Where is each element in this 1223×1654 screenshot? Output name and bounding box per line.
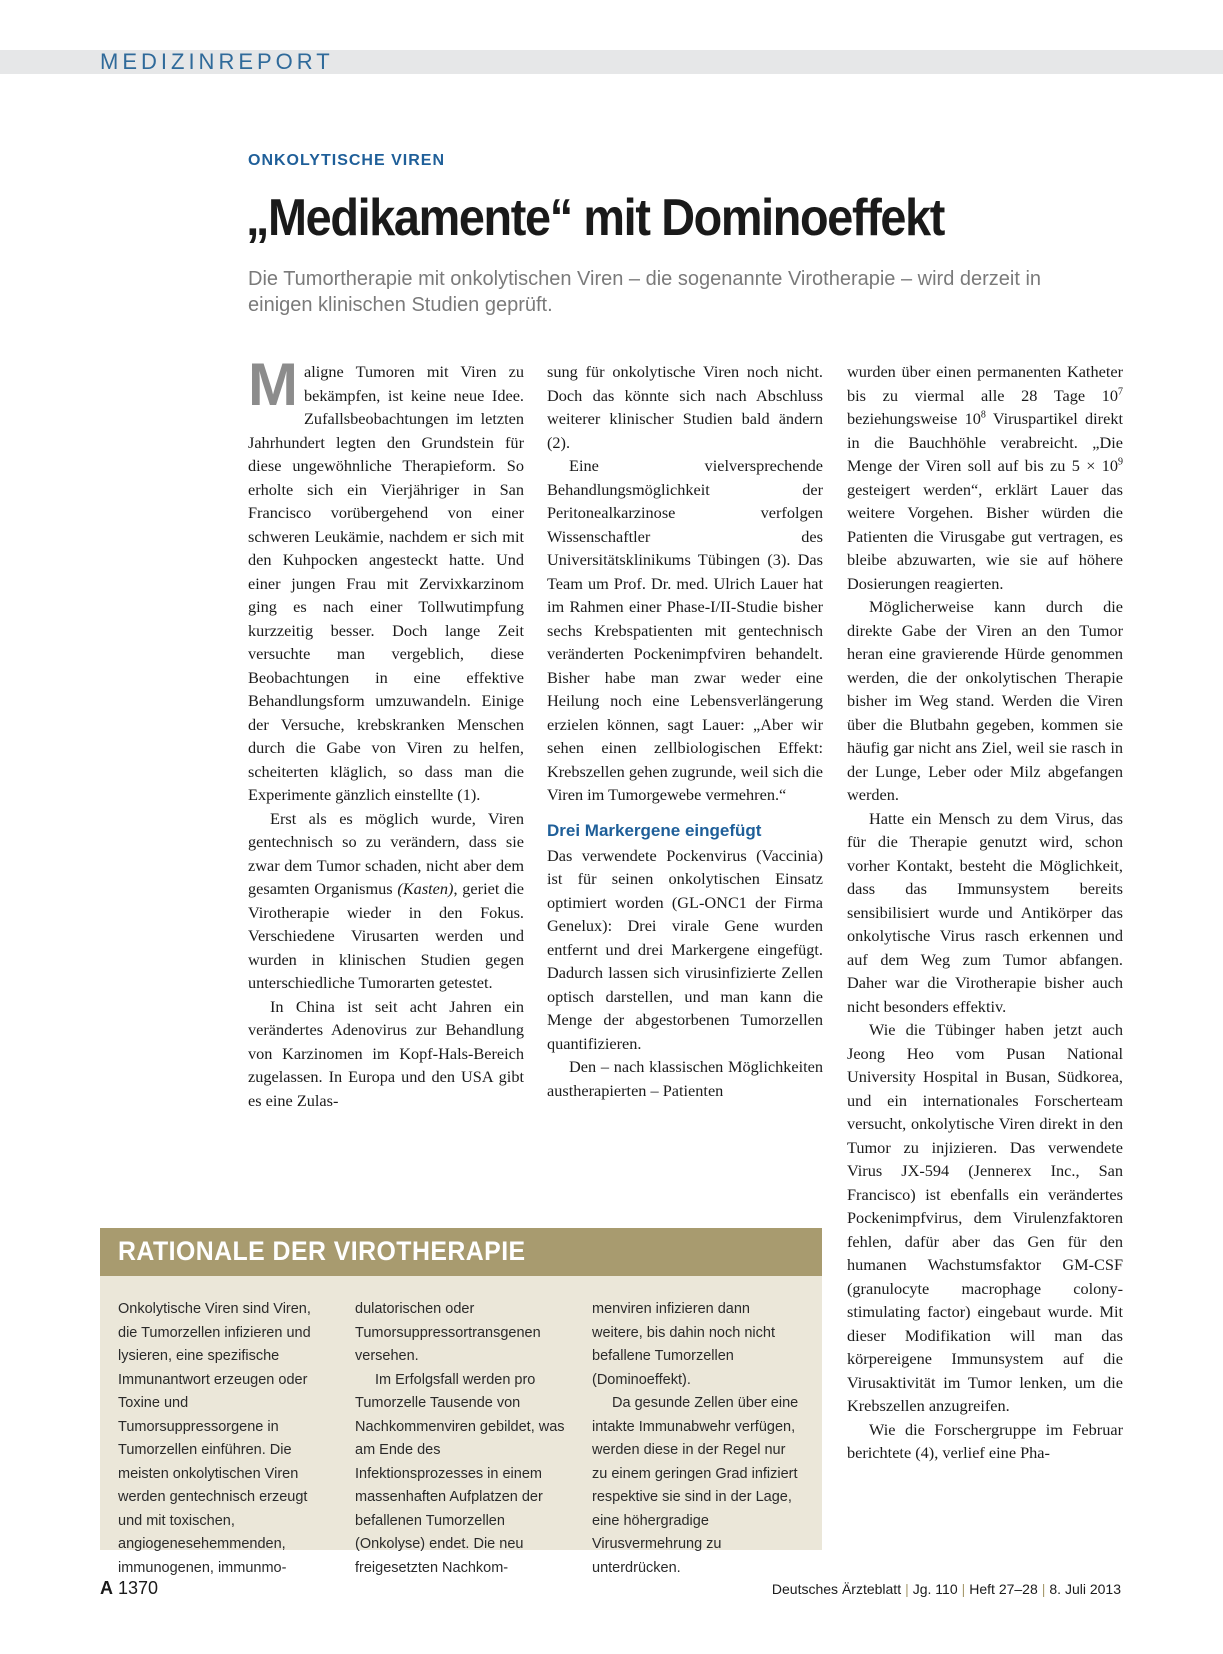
paragraph: Erst als es möglich wurde, Viren gentechnisch so zu verändern, dass sie zwar dem Tumor schaden, nicht aber dem gesamten Organismus (Kasten), geriet die Virotherapie wieder in den Fokus. Verschiedene Virusarten werden und wurden in klinischen Studien gegen unterschiedliche Tumorarten getestet. — [248, 808, 524, 992]
section-label: MEDIZINREPORT — [100, 49, 334, 74]
journal-name: Deutsches Ärzteblatt — [771, 1581, 902, 1597]
journal-volume: Jg. 110 — [912, 1581, 958, 1597]
info-box-title: RATIONALE DER VIROTHERAPIE — [118, 1236, 526, 1266]
article-lead: Die Tumortherapie mit onkolytischen Viren – die sogenannte Virotherapie – wird derzeit in einigen klinischen Studien geprüft. — [248, 268, 1042, 316]
section-header-bar — [0, 50, 1223, 74]
article-subheading: Drei Markergene eingefügt — [547, 820, 762, 840]
drop-cap: M — [248, 351, 298, 418]
info-box-column-3 — [592, 1298, 802, 1580]
journal-info — [772, 1581, 1121, 1597]
paragraph: Den – nach klassischen Möglichkeiten austherapierten – Patienten — [547, 1057, 823, 1100]
paragraph: In China ist seit acht Jahren ein verändertes Adenovirus zur Behandlung von Karzinomen im Kopf-Hals-Bereich zugelassen. In Europa und den USA gibt es eine Zulas- — [248, 996, 524, 1110]
article-headline: „Medikamente“ mit Dominoeffekt — [246, 189, 945, 247]
kasten-reference: (Kasten) — [397, 879, 454, 898]
paragraph: Onkolytische Viren sind Viren, die Tumorzellen infizieren und lysieren, eine spezifische Immunantwort erzeugen oder Toxine und Tumorsuppressorgene in Tumorzellen einführen. Die meisten onkolytischen Viren werden gentechnisch erzeugt und mit toxischen, angiogenesehemmenden, immunogenen, immunmo- — [118, 1301, 311, 1576]
info-box-header — [100, 1228, 822, 1276]
paragraph: Eine vielversprechende Behandlungsmöglichkeit der Peritonealkarzinose verfolgen Wissenschaftler des Universitätsklinikums Tübingen (3). Das Team um Prof. Dr. med. Ulrich Lauer hat im Rahmen einer Phase-I/II-Studie bisher sechs Krebspatienten mit gentechnisch veränderten Pockenimpfviren behandelt. Bisher habe man zwar weder eine Heilung noch eine Lebensverlängerung erzielen können, sagt Lauer: „Aber wir sehen einen zellbiologischen Effekt: Krebszellen gehen zugrunde, weil sich die Viren im Tumorgewebe vermehren.“ — [547, 456, 823, 804]
separator: | — [961, 1581, 966, 1597]
paragraph: dulatorischen oder Tumorsuppressortransgenen versehen. — [355, 1301, 541, 1364]
paragraph: Hatte ein Mensch zu dem Virus, das für die Therapie genutzt wird, schon vorher Kontakt, besteht die Möglichkeit, dass das Immunsystem bereits sensibilisiert wurde und Antikörper das onkolytische Virus rasch erkennen und auf dem Weg zum Tumor abfangen. Daher war die Virotherapie bisher auch nicht besonders effektiv. — [847, 808, 1123, 1016]
paragraph: Das verwendete Pockenvirus (Vaccinia) ist für seinen onkolytischen Einsatz optimiert worden (GL-ONC1 der Firma Genelux): Drei virale Gene wurden entfernt und drei Markergene eingefügt. Dadurch lassen sich virusinfizierte Zellen optisch darstellen, und man kann die Menge der abgestorbenen Tumorzellen quantifizieren. — [547, 845, 823, 1053]
journal-date: 8. Juli 2013 — [1049, 1581, 1121, 1597]
paragraph: Wie die Tübinger haben jetzt auch Jeong Heo vom Pusan National University Hospital in Busan, Südkorea, und ein internationales Forscherteam versucht, onkolytische Viren direkt in den Tumor zu injizieren. Das verwendete Virus JX-594 (Jennerex Inc., San Francisco) ist ebenfalls ein verändertes Pockenimpfvirus, dem Virulenzfaktoren fehlen, dafür aber das Gen für den humanen Wachstumsfaktor GM-CSF (granulocyte macrophage colony-stimulating factor) eingebaut wurde. Mit dieser Modifikation will man das körpereigene Immunsystem auf die Virusaktivität im Tumor lenken, um die Krebszellen anzugreifen. — [847, 1020, 1123, 1415]
paragraph: sung für onkolytische Viren noch nicht. Doch das könnte sich nach Abschluss weiterer klinischer Studien bald ändern (2). — [547, 362, 823, 452]
article-column-2 — [547, 360, 823, 1102]
journal-issue: Heft 27–28 — [969, 1581, 1038, 1597]
info-box-column-1 — [118, 1298, 328, 1580]
paragraph: wurden über einen permanenten Katheter bis zu viermal alle 28 Tage $10^7$ beziehungsweise $10^8$ Viruspartikel direkt in die Bauchhöhle verabreicht. „Die Menge der Viren soll auf bis zu $5 \times 10^9$ gesteigert werden“, erklärt Lauer das weitere Vorgehen. Bisher würden die Patienten die Virusgabe gut vertragen, es bleibe abzuwarten, wie sie auf höhere Dosierungen reagierten. — [847, 362, 1123, 593]
info-box-column-2 — [355, 1298, 565, 1580]
paragraph: Möglicherweise kann durch die direkte Gabe der Viren an den Tumor heran eine gravierende Hürde genommen werden, die der onkolytischen Therapie bisher im Weg stand. Werden die Viren über die Blutbahn gegeben, kommen sie häufig gar nicht ans Ziel, weil sie rasch in der Lunge, Leber oder Milz abgefangen werden. — [847, 597, 1123, 804]
article-column-1 — [248, 351, 524, 1112]
article-column-3 — [847, 360, 1123, 1465]
separator: | — [1041, 1581, 1046, 1597]
paragraph: Wie die Forschergruppe im Februar berichtete (4), verlief eine Pha- — [847, 1419, 1123, 1462]
paragraph: Da gesunde Zellen über eine intakte Immunabwehr verfügen, werden diese in der Regel nur zu einem geringen Grad infiziert respektive sie sind in der Lage, eine höhergradige Virusvermehrung zu unterdrücken. — [592, 1395, 799, 1576]
page-number: A 1370 — [100, 1578, 159, 1598]
paragraph: Im Erfolgsfall werden pro Tumorzelle Tausende von Nachkommenviren gebildet, was am Ende des Infektionsprozesses in einem massenhaften Aufplatzen der befallenen Tumorzellen (Onkolyse) endet. Die neu freigesetzten Nachkom- — [355, 1371, 565, 1576]
paragraph: Maligne Tumoren mit Viren zu bekämpfen, ist keine neue Idee. Zufallsbeobachtungen im letzten Jahrhundert legten den Grundstein für diese ungewöhnliche Therapieform. So erholte sich ein Vierjähriger in San Francisco vorübergehend von einer schweren Leukämie, nachdem er sich mit den Kuhpocken angesteckt hatte. Und einer jungen Frau mit Zervixkarzinom ging es nach einer Tollwutimpfung kurzzeitig besser. Doch lange Zeit versuchte man vergeblich, diese Beobachtungen in eine effektive Behandlungsform umzuwandeln. Einige der Versuche, krebskranken Menschen durch die Gabe von Viren zu helfen, scheiterten kläglich, so dass man die Experimente gänzlich einstellte (1). — [248, 351, 524, 804]
paragraph: menviren infizieren dann weitere, bis dahin noch nicht befallene Tumorzellen (Dominoeffekt). — [592, 1301, 775, 1388]
separator: | — [905, 1581, 909, 1597]
article-kicker: ONKOLYTISCHE VIREN — [248, 152, 445, 169]
info-box — [100, 1228, 822, 1576]
